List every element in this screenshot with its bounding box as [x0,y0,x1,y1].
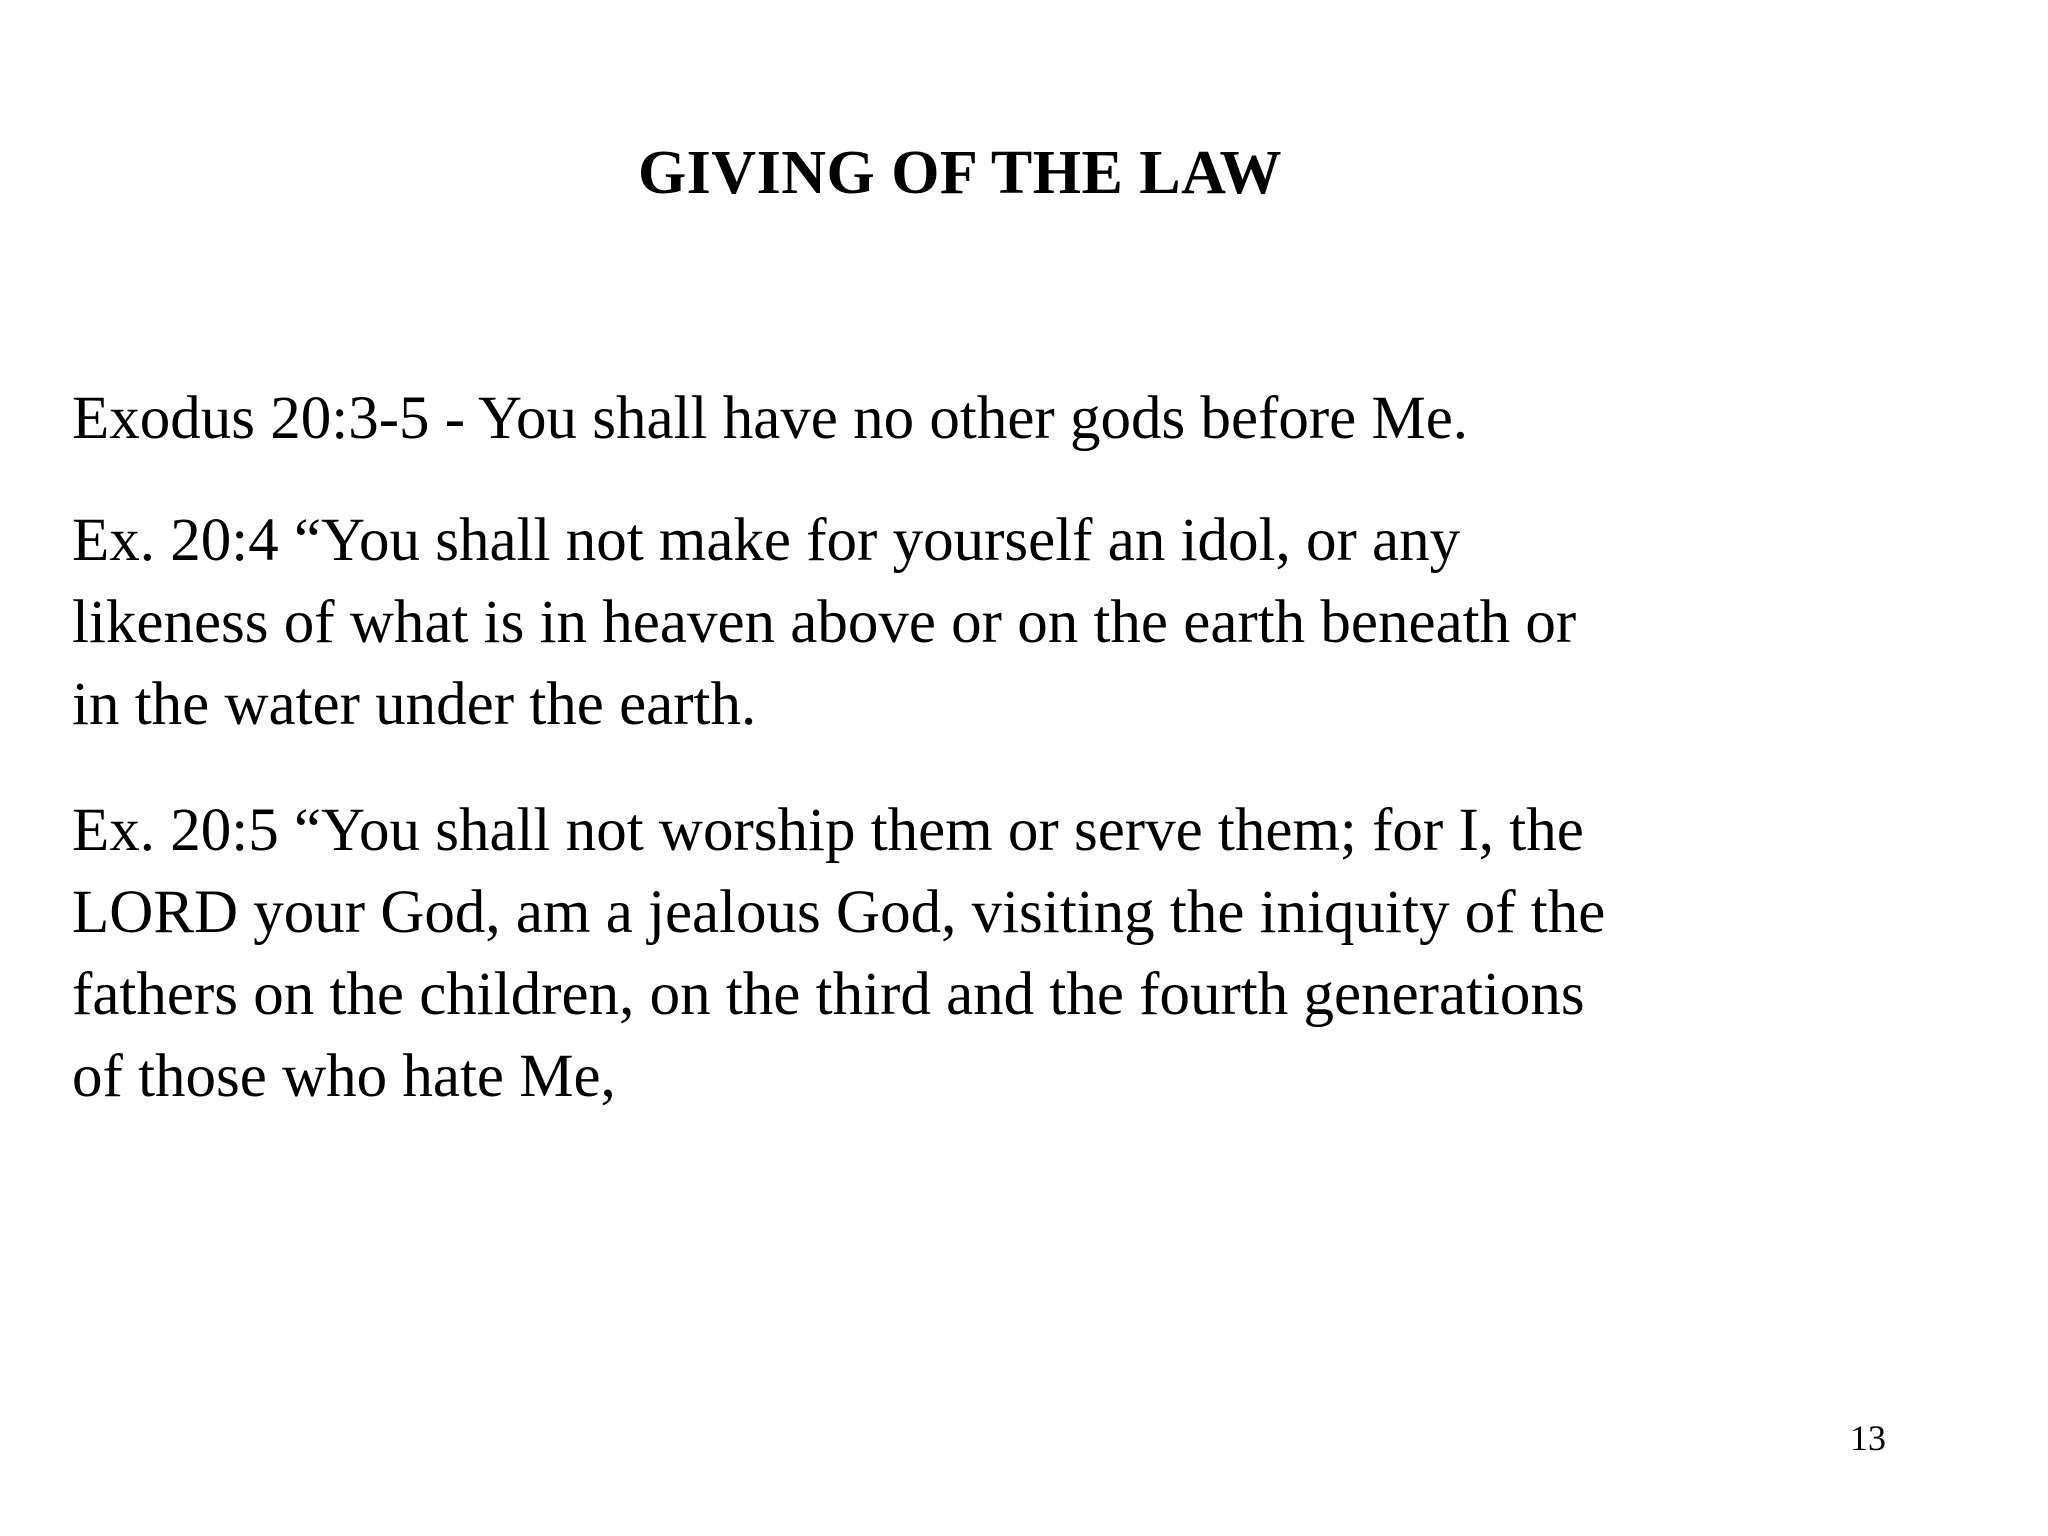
verse-line: of those who hate Me, [72,1043,616,1110]
verse-line: Ex. 20:4 “You shall not make for yourself an idol, or any [72,507,1461,574]
verse-line: fathers on the children, on the third and the fourth generations [72,961,1585,1028]
page-number: 13 [1850,1418,1886,1458]
page-title: GIVING OF THE LAW [637,139,1283,207]
verse-line: likeness of what is in heaven above or on the earth beneath or [72,589,1577,656]
verse-line: LORD your God, am a jealous God, visiting the iniquity of the [72,879,1606,946]
verse-line: Ex. 20:5 “You shall not worship them or serve them; for I, the [72,797,1584,864]
verse-paragraph-exodus-20-3-5 [72,378,1468,460]
verse-paragraph-ex-20-4 [72,500,1576,746]
verse-line: in the water under the earth. [72,671,757,738]
verse-paragraph-ex-20-5 [72,790,1605,1118]
verse-line: Exodus 20:3-5 - You shall have no other gods before Me. [72,385,1469,452]
